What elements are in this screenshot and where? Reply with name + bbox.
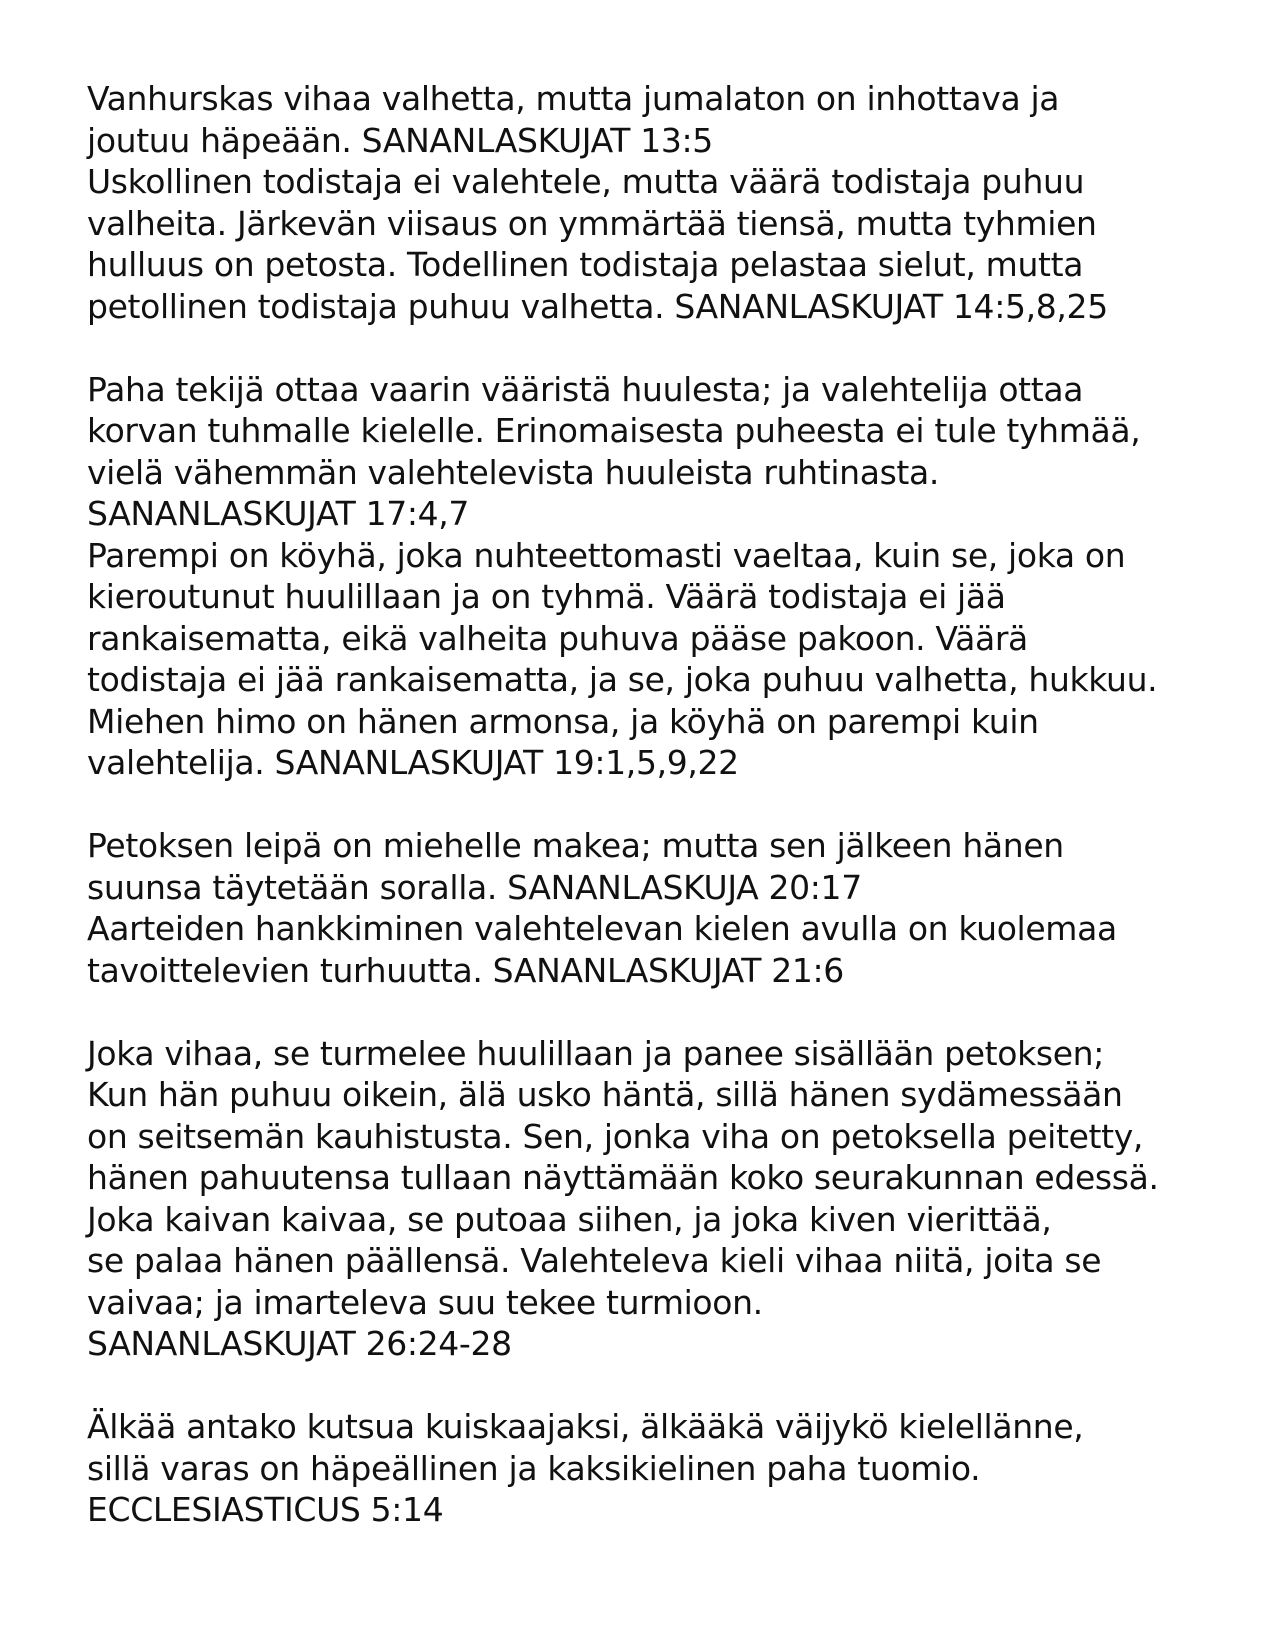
paragraph-4 bbox=[87, 1033, 1237, 1365]
text-line: Uskollinen todistaja ei valehtele, mutta väärä todistaja puhuu bbox=[87, 162, 1085, 201]
text-line: se palaa hänen päällensä. Valehteleva kieli vihaa niitä, joita se bbox=[87, 1241, 1102, 1280]
text-line: vielä vähemmän valehtelevista huuleista ruhtinasta. bbox=[87, 452, 940, 492]
text-line: SANANLASKUJAT 17:4,7 bbox=[87, 494, 470, 533]
text-line: Aarteiden hankkiminen valehtelevan kielen avulla on kuolemaa bbox=[87, 909, 1117, 948]
text-line: ECCLESIASTICUS 5:14 bbox=[87, 1490, 444, 1529]
text-line: on seitsemän kauhistusta. Sen, jonka viha on petoksella peitetty, bbox=[87, 1116, 1144, 1156]
text-line: SANANLASKUJAT 26:24-28 bbox=[87, 1324, 512, 1363]
paragraph-2 bbox=[87, 369, 1237, 784]
text-line: Parempi on köyhä, joka nuhteettomasti vaeltaa, kuin se, joka on bbox=[87, 535, 1126, 575]
text-line: Joka vihaa, se turmelee huulillaan ja panee sisällään petoksen; bbox=[87, 1033, 1104, 1073]
text-line: tavoittelevien turhuutta. SANANLASKUJAT 21:6 bbox=[87, 950, 844, 990]
text-line: suunsa täytetään soralla. SANANLASKUJA 20:17 bbox=[87, 867, 862, 907]
paragraph-3 bbox=[87, 825, 1237, 991]
paragraph-5 bbox=[87, 1406, 1237, 1531]
paragraph-spacer bbox=[87, 784, 1237, 826]
text-line: valheita. Järkevän viisaus on ymmärtää tiensä, mutta tyhmien bbox=[87, 203, 1097, 243]
paragraph-spacer bbox=[87, 327, 1237, 369]
document-page bbox=[87, 78, 1237, 1531]
text-line: Vanhurskas vihaa valhetta, mutta jumalaton on inhottava ja bbox=[87, 79, 1060, 118]
paragraph-1 bbox=[87, 78, 1237, 327]
text-line: korvan tuhmalle kielelle. Erinomaisesta puheesta ei tule tyhmää, bbox=[87, 411, 1141, 450]
text-line: joutuu häpeään. SANANLASKUJAT 13:5 bbox=[87, 120, 713, 160]
text-line: Paha tekijä ottaa vaarin vääristä huulesta; ja valehtelija ottaa bbox=[87, 369, 1084, 409]
text-line: rankaisematta, eikä valheita puhuva pääse pakoon. Väärä bbox=[87, 618, 1028, 658]
text-line: valehtelija. SANANLASKUJAT 19:1,5,9,22 bbox=[87, 743, 739, 782]
text-line: hulluus on petosta. Todellinen todistaja pelastaa sielut, mutta bbox=[87, 245, 1084, 284]
paragraph-spacer bbox=[87, 1365, 1237, 1407]
text-line: petollinen todistaja puhuu valhetta. SANANLASKUJAT 14:5,8,25 bbox=[87, 286, 1108, 326]
text-line: sillä varas on häpeällinen ja kaksikielinen paha tuomio. bbox=[87, 1448, 981, 1488]
text-line: kieroutunut huulillaan ja on tyhmä. Väärä todistaja ei jää bbox=[87, 577, 1006, 616]
text-line: Älkää antako kutsua kuiskaajaksi, älkääkä väijykö kielellänne, bbox=[87, 1407, 1084, 1446]
text-line: hänen pahuutensa tullaan näyttämään koko seurakunnan edessä. bbox=[87, 1158, 1159, 1197]
text-line: Miehen himo on hänen armonsa, ja köyhä on parempi kuin bbox=[87, 701, 1039, 741]
text-line: Petoksen leipä on miehelle makea; mutta sen jälkeen hänen bbox=[87, 826, 1064, 865]
text-line: vaivaa; ja imarteleva suu tekee turmioon. bbox=[87, 1282, 763, 1322]
paragraph-spacer bbox=[87, 991, 1237, 1033]
text-line: Kun hän puhuu oikein, älä usko häntä, sillä hänen sydämessään bbox=[87, 1075, 1123, 1114]
text-line: todistaja ei jää rankaisematta, ja se, joka puhuu valhetta, hukkuu. bbox=[87, 660, 1158, 699]
text-line: Joka kaivan kaivaa, se putoaa siihen, ja joka kiven vierittää, bbox=[87, 1199, 1052, 1239]
